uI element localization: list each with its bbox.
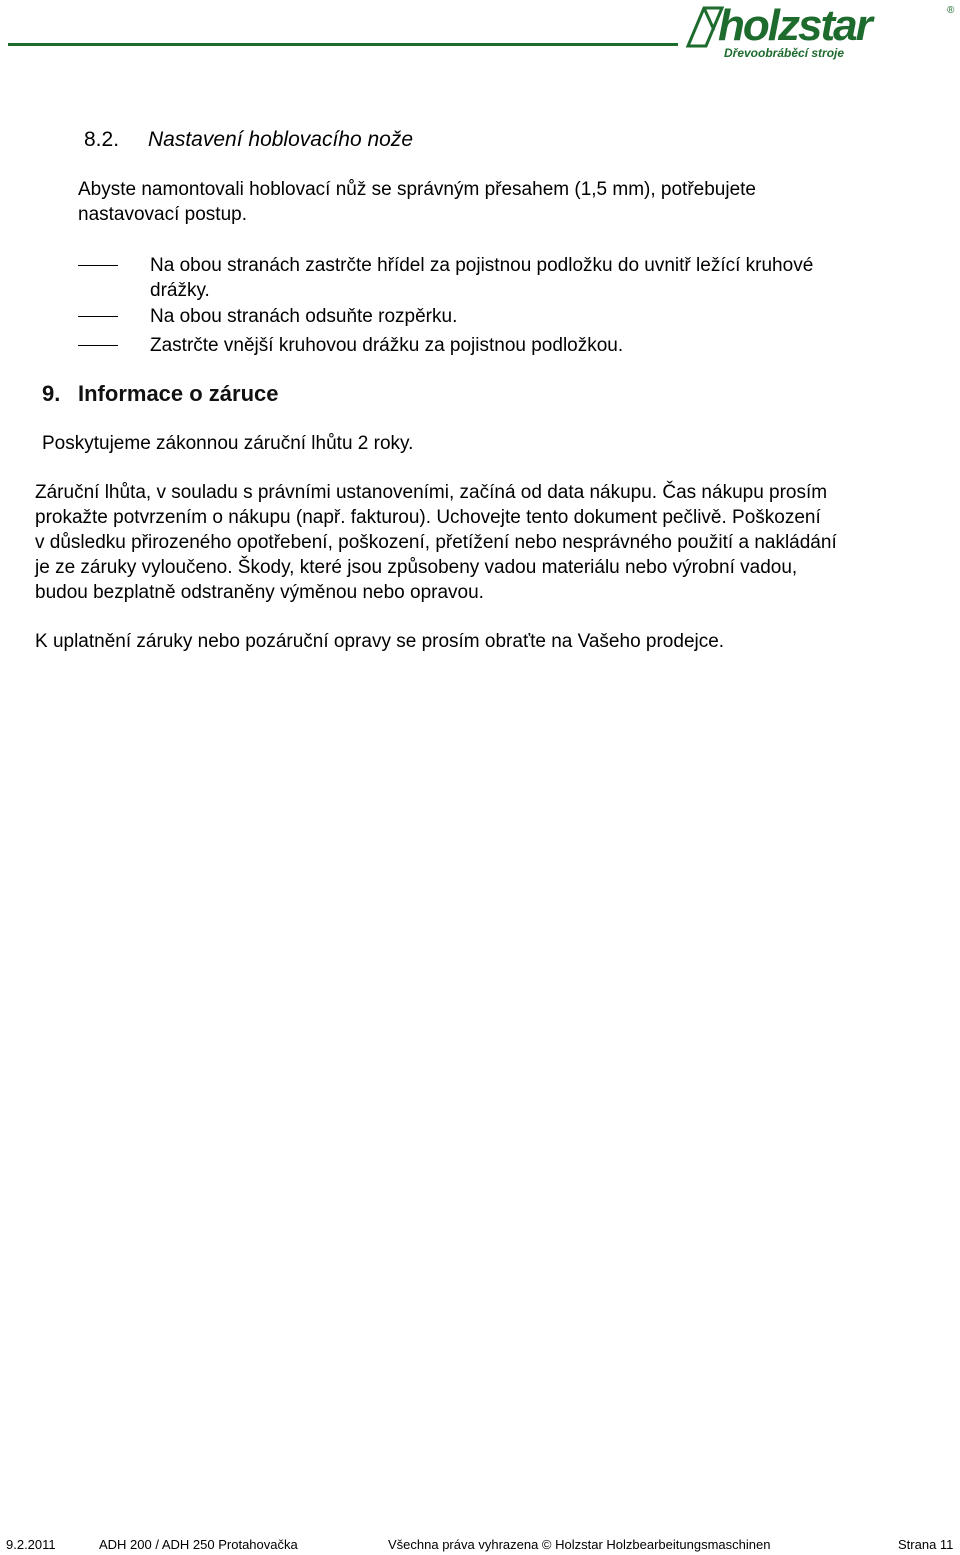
- warranty-paragraph-line-1: Záruční lhůta, v souladu s právními ustanoveními, začíná od data nákupu. Čas nákupu prosím: [35, 482, 828, 503]
- step-2-dash: [78, 316, 118, 317]
- logo-wordmark: holzstar: [718, 1, 871, 50]
- step-2-line-1: Na obou stranách odsuňte rozpěrku.: [150, 306, 458, 327]
- logo-subtitle: Dřevoobráběcí stroje: [724, 46, 845, 60]
- footer-copyright: Všechna práva vyhrazena © Holzstar Holzbearbeitungsmaschinen: [388, 1537, 771, 1552]
- footer-page-number: Strana 11: [898, 1537, 954, 1552]
- step-3-line-1: Zastrčte vnější kruhovou drážku za pojistnou podložkou.: [150, 335, 624, 356]
- step-1-dash: [78, 265, 118, 266]
- step-1-line-2: drážky.: [150, 280, 210, 301]
- warranty-paragraph-line-2: prokažte potvrzením o nákupu (např. fakturou). Uchovejte tento dokument pečlivě. Poškození: [35, 507, 821, 528]
- footer-product: ADH 200 / ADH 250 Protahovačka: [99, 1537, 298, 1552]
- warranty-paragraph-line-3: v důsledku přirozeného opotřebení, poškození, přetížení nebo nesprávného použití a nakládání: [35, 532, 837, 553]
- section-8-2-number: 8.2.: [84, 128, 120, 151]
- step-3-dash: [78, 345, 118, 346]
- section-8-2-title: Nastavení hoblovacího nože: [148, 128, 414, 151]
- step-1-line-1: Na obou stranách zastrčte hřídel za pojistnou podložku do uvnitř ležící kruhové: [150, 255, 814, 276]
- warranty-paragraph-line-4: je ze záruky vyloučeno. Škody, které jsou způsobeny vadou materiálu nebo výrobní vadou,: [35, 557, 798, 578]
- warranty-contact: K uplatnění záruky nebo pozáruční opravy se prosím obraťte na Vašeho prodejce.: [35, 631, 725, 652]
- section-9-number: 9.: [42, 381, 61, 406]
- logo-registered-mark: ®: [947, 5, 955, 16]
- warranty-paragraph-line-5: budou bezplatně odstraněny výměnou nebo opravou.: [35, 582, 484, 603]
- warranty-statement: Poskytujeme zákonnou záruční lhůtu 2 roky.: [42, 433, 414, 454]
- section-9-title: Informace o záruce: [78, 381, 279, 406]
- header-rule: [8, 43, 678, 46]
- intro-line-2: nastavovací postup.: [78, 204, 247, 225]
- intro-line-1: Abyste namontovali hoblovací nůž se správným přesahem (1,5 mm), potřebujete: [78, 179, 756, 200]
- footer-date: 9.2.2011: [6, 1537, 56, 1552]
